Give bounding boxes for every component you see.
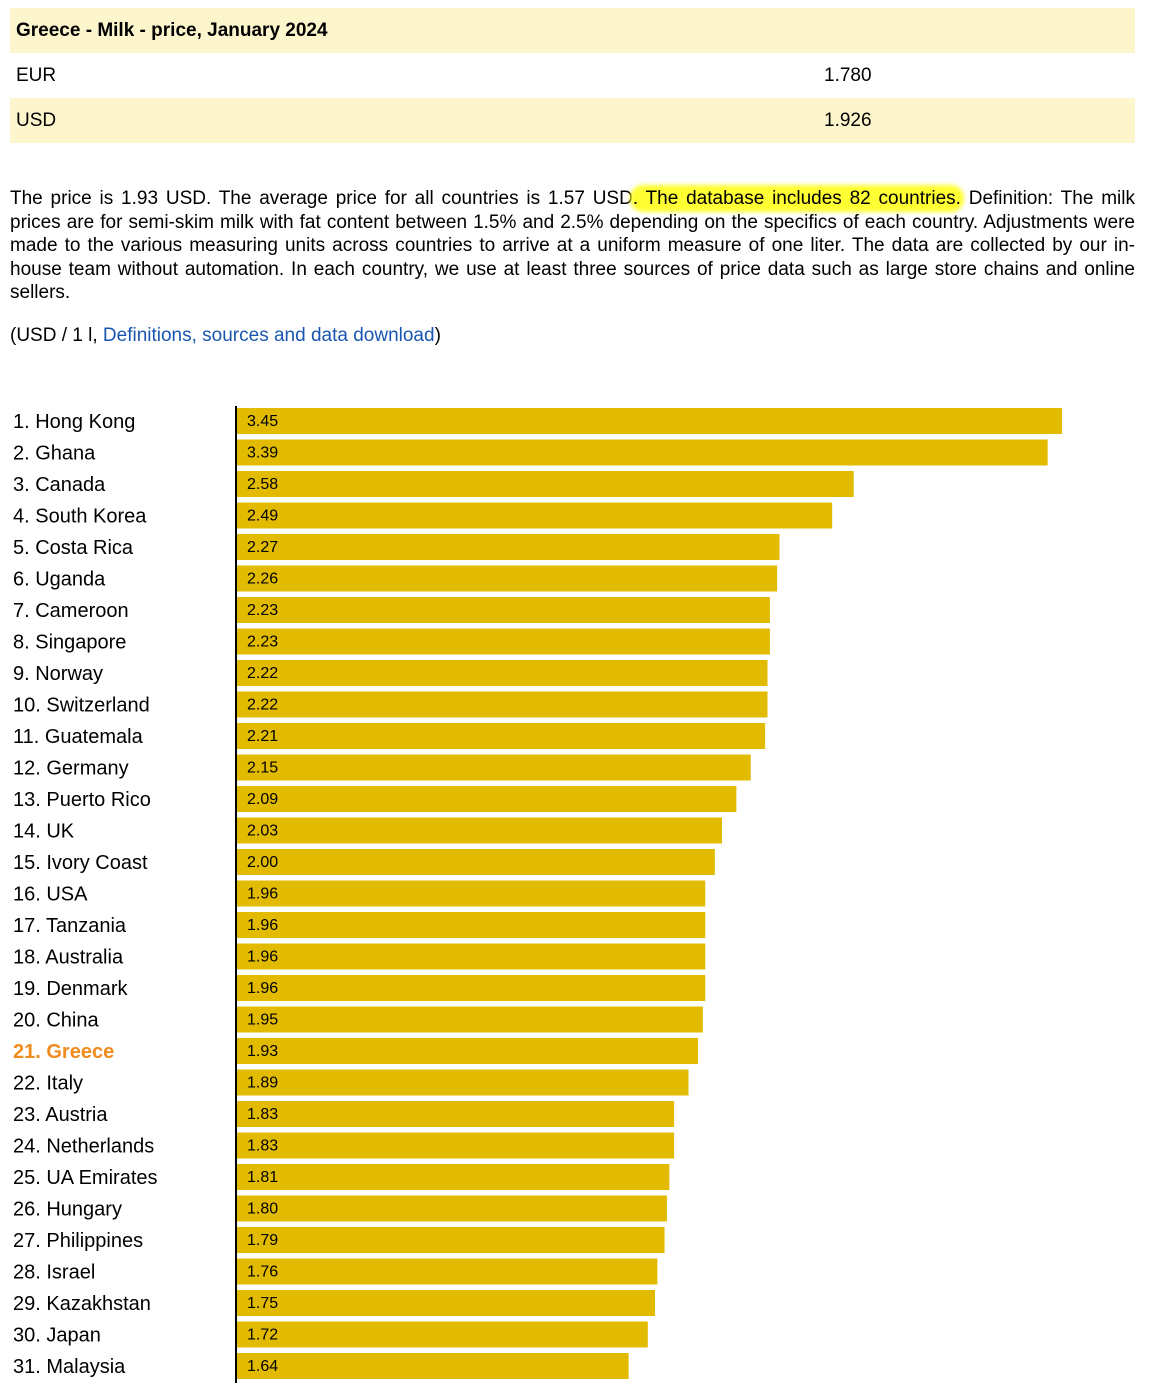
bar [236,1353,629,1379]
country-label: 14. UK [13,820,75,843]
country-label: 3. Canada [13,474,106,496]
price-row-usd [10,98,1135,143]
bar-value-label: 1.96 [247,917,279,934]
bar-value-label: 2.00 [247,854,279,871]
bar [236,1007,703,1033]
bar-value-label: 1.96 [247,980,279,997]
bar [236,849,715,875]
bar-value-label: 1.93 [247,1043,279,1060]
country-label: 27. Philippines [13,1230,144,1252]
country-label: 30. Japan [13,1324,101,1347]
bar-value-label: 1.83 [247,1137,279,1155]
bar [236,818,722,844]
bar [236,1038,698,1064]
country-label: 10. Switzerland [13,694,150,717]
bar-value-label: 2.26 [247,570,279,588]
description-highlight: . The database includes 82 countries. [632,188,961,209]
country-label: 16. USA [13,883,88,906]
bar [236,408,1062,434]
bar [236,1259,657,1285]
country-label: 8. Singapore [13,631,127,654]
country-label: 18. Australia [13,946,124,969]
bar-value-label: 1.76 [247,1263,279,1281]
country-label: 22. Italy [13,1072,84,1095]
price-row-eur [10,53,1135,98]
bar-value-label: 3.45 [247,413,279,430]
bar [236,1227,665,1253]
bar-value-label: 1.64 [247,1358,279,1375]
bar-value-label: 2.22 [247,665,279,682]
bar [236,912,705,938]
country-label: 19. Denmark [13,978,128,1000]
country-label: 11. Guatemala [13,726,143,748]
description-text: The price is 1.93 USD. The average price for all countries is 1.57 USD [10,188,633,209]
bar-value-label: 2.23 [247,602,279,619]
bar-value-label: 1.81 [247,1169,279,1186]
units-suffix: ) [434,325,441,346]
country-label: 29. Kazakhstan [13,1293,151,1315]
bar [236,1322,648,1348]
country-label: 5. Costa Rica [13,537,134,559]
bar-value-label: 2.21 [247,728,279,745]
bar [236,975,705,1001]
bar-value-label: 2.58 [247,476,279,493]
bar [236,1290,655,1316]
bar-value-label: 2.22 [247,696,279,714]
bar-value-label: 1.72 [247,1326,279,1344]
country-label: 13. Puerto Rico [13,789,151,811]
bar-value-label: 2.27 [247,539,279,556]
country-label: 28. Israel [13,1261,96,1284]
bar-value-label: 2.49 [247,507,279,525]
bar [236,881,705,907]
price-table-header [10,8,1135,53]
bar-value-label: 1.83 [247,1106,279,1123]
bar [236,471,854,497]
bar-value-label: 1.96 [247,948,279,966]
bar-value-label: 1.95 [247,1011,279,1029]
bar-value-label: 2.15 [247,759,279,777]
bar [236,629,770,655]
bar [236,1164,669,1190]
country-label: 25. UA Emirates [13,1167,158,1189]
bar-value-label: 1.80 [247,1200,279,1218]
bar-value-label: 1.89 [247,1074,279,1092]
country-label: 21. Greece [13,1041,115,1063]
units-note [10,325,441,347]
bar [236,660,768,686]
bar [236,597,770,623]
bar [236,723,765,749]
bar-value-label: 2.09 [247,791,279,808]
country-label: 9. Norway [13,663,104,685]
bar [236,1133,674,1159]
currency-value: 1.926 [824,109,872,131]
description-definition: Definition: The milk prices are for semi-skim milk with fat content between 1.5% and 2.5% depending on the specifics of each country. Adjustments were made to the various measuring units across countries to arrive at a uniform measure of one liter. The data are collected by our in-house team without automation. In each country, we use at least three sources of price data such as large store chains and online sellers. [10,188,1135,303]
bar [236,1101,674,1127]
bar [236,755,751,781]
currency-label: EUR [16,64,57,86]
country-label: 23. Austria [13,1104,108,1126]
country-label: 15. Ivory Coast [13,852,148,874]
country-label: 24. Netherlands [13,1135,155,1158]
country-label: 6. Uganda [13,568,106,591]
bar-value-label: 1.75 [247,1295,279,1312]
bar [236,692,768,718]
country-label: 20. China [13,1009,99,1032]
country-label: 4. South Korea [13,505,147,528]
bar [236,534,779,560]
bar-value-label: 2.23 [247,633,279,651]
country-label: 7. Cameroon [13,600,129,622]
country-label: 2. Ghana [13,442,96,465]
bar [236,566,777,592]
price-table-title: Greece - Milk - price, January 2024 [16,19,328,41]
country-label: 26. Hungary [13,1198,122,1221]
bar [236,1196,667,1222]
bar [236,786,736,812]
country-label: 1. Hong Kong [13,411,136,433]
bar-value-label: 1.79 [247,1232,279,1249]
country-label: 17. Tanzania [13,915,127,937]
country-label: 12. Germany [13,757,129,780]
bar-value-label: 3.39 [247,444,279,462]
description-paragraph [10,187,1135,305]
definitions-link[interactable]: Definitions, sources and data download [102,325,435,346]
country-bar-chart [0,400,1169,1383]
bar [236,503,832,529]
bar-value-label: 2.03 [247,822,279,840]
bar [236,440,1048,466]
country-label: 31. Malaysia [13,1356,126,1378]
currency-label: USD [16,109,57,131]
currency-value: 1.780 [824,64,872,86]
bar-value-label: 1.96 [247,885,279,903]
bar [236,944,705,970]
bar [236,1070,689,1096]
units-prefix: (USD / 1 l, [10,325,103,346]
price-table [10,8,1135,143]
